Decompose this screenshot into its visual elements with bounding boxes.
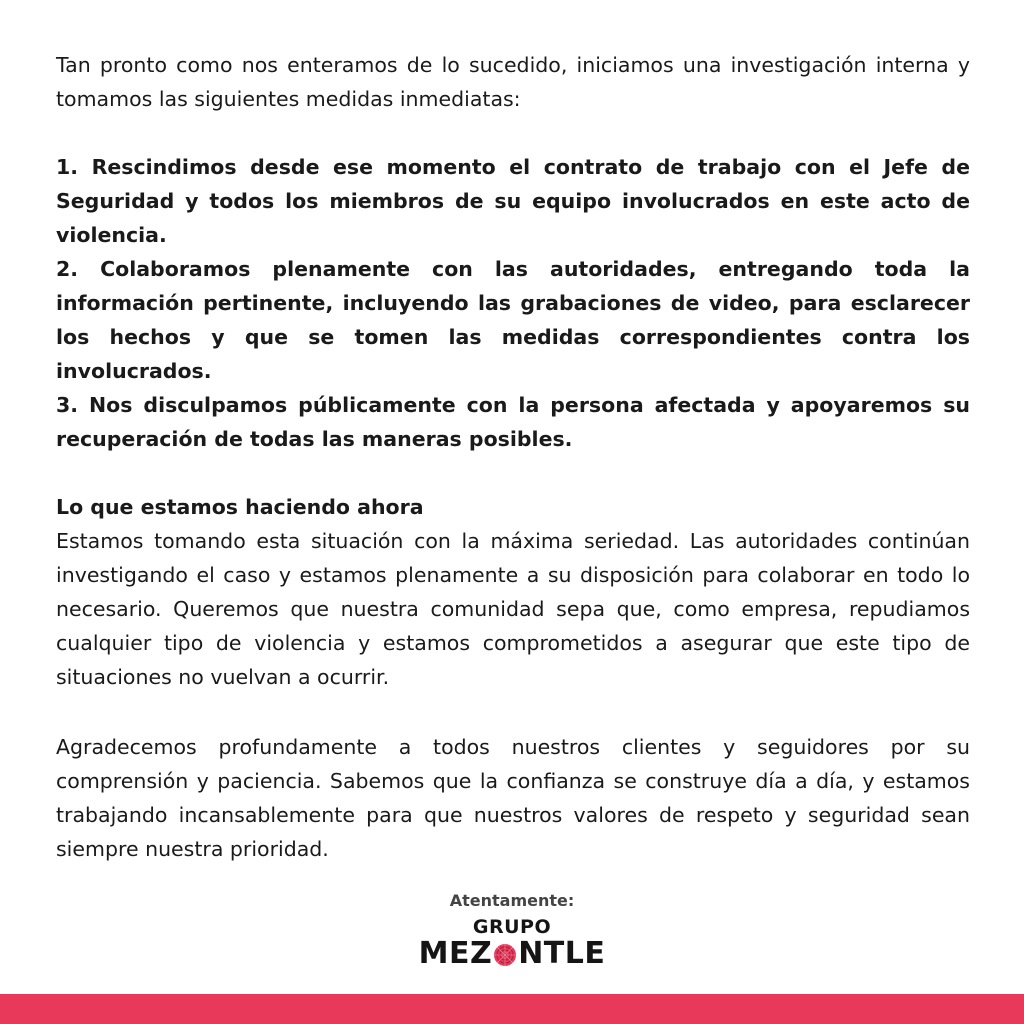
measures-list — [56, 150, 970, 456]
measure-item: 1. Rescindimos desde ese momento el contrato de trabajo con el Jefe de Seguridad y todos los miembros de su equipo involucrados en este acto de violencia. — [56, 155, 970, 247]
logo-text-after: NTLE — [518, 936, 606, 971]
logo-text-before: MEZ — [418, 936, 493, 971]
company-logo — [419, 916, 606, 970]
section-heading: Lo que estamos haciendo ahora — [56, 495, 424, 519]
logo-line1: GRUPO — [472, 916, 552, 938]
current-actions-paragraph: Estamos tomando esta situación con la máxima seriedad. Las autoridades continúan investigando el caso y estamos plenamente a su disposición para colaborar en todo lo necesario. Queremos que nuestra comunidad sepa que, como empresa, repudiamos cualquier tipo de violencia y estamos comprometidos a asegurar que este tipo de situaciones no vuelvan a ocurrir. — [56, 529, 970, 689]
signature — [0, 890, 1024, 970]
marigold-flower-icon — [493, 942, 517, 966]
logo-line2 — [419, 938, 606, 970]
accent-bar — [0, 994, 1024, 1024]
signature-label: Atentamente: — [449, 891, 575, 910]
thanks-paragraph: Agradecemos profundamente a todos nuestros clientes y seguidores por su comprensión y paciencia. Sabemos que la confianza se construye día a día, y estamos trabajando incansablemente para que nuestros valores de respeto y seguridad sean siempre nuestra prioridad. — [56, 735, 970, 861]
intro-paragraph: Tan pronto como nos enteramos de lo sucedido, iniciamos una investigación interna y tomamos las siguientes medidas inmediatas: — [56, 53, 970, 111]
measure-item: 3. Nos disculpamos públicamente con la persona afectada y apoyaremos su recuperación de todas las maneras posibles. — [56, 393, 970, 451]
measure-item: 2. Colaboramos plenamente con las autoridades, entregando toda la información pertinente, incluyendo las grabaciones de video, para esclarecer los hechos y que se tomen las medidas correspondientes contra los involucrados. — [56, 257, 970, 383]
current-actions-section — [56, 490, 970, 694]
